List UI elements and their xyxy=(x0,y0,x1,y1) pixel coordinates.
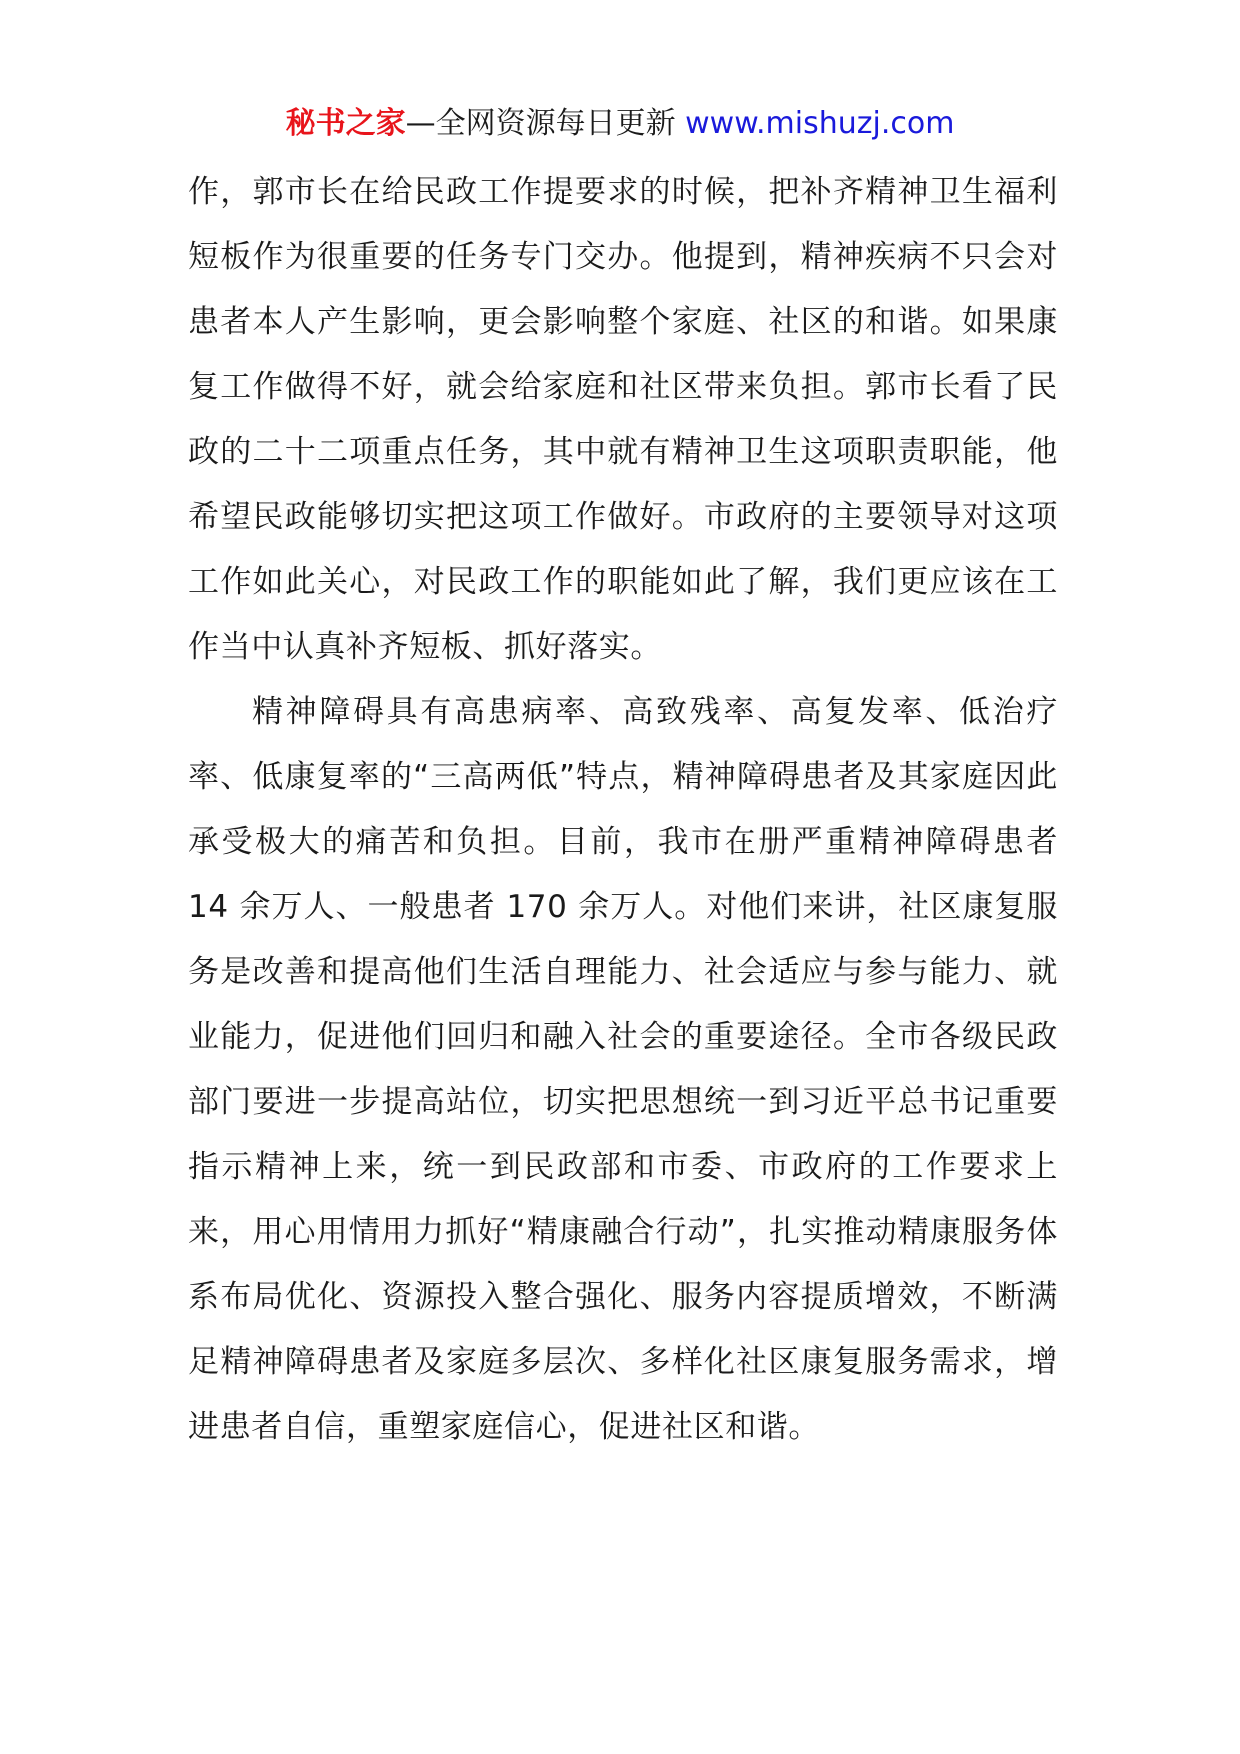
paragraph-continued: 作，郭市长在给民政工作提要求的时候，把补齐精神卫生福利短板作为很重要的任务专门交办。他提到，精神疾病不只会对患者本人产生影响，更会影响整个家庭、社区的和谐。如果康复工作做得不好，就会给家庭和社区带来负担。郭市长看了民政的二十二项重点任务，其中就有精神卫生这项职责职能，他希望民政能够切实把这项工作做好。市政府的主要领导对这项工作如此关心，对民政工作的职能如此了解，我们更应该在工作当中认真补齐短板、抓好落实。 xyxy=(188,174,1058,665)
document-body xyxy=(188,160,1058,1460)
paragraph: 精神障碍具有高患病率、高致残率、高复发率、低治疗率、低康复率的“三高两低”特点，精神障碍患者及其家庭因此承受极大的痛苦和负担。目前，我市在册严重精神障碍患者 14 余万人、一般患者 170 余万人。对他们来讲，社区康复服务是改善和提高他们生活自理能力、社会适应与参与能力、就业能力，促进他们回归和融入社会的重要途径。全市各级民政部门要进一步提高站位，切实把思想统一到习近平总书记重要指示精神上来，统一到民政部和市委、市政府的工作要求上来，用心用情用力抓好“精康融合行动”，扎实推动精康服务体系布局优化、资源投入整合强化、服务内容提质增效，不断满足精神障碍患者及家庭多层次、多样化社区康复服务需求，增进患者自信，重塑家庭信心，促进社区和谐。 xyxy=(188,694,1058,1445)
site-url[interactable]: www.mishuzj.com xyxy=(685,106,955,141)
brand-name: 秘书之家 xyxy=(285,106,406,141)
header-tagline: —全网资源每日更新 xyxy=(405,106,676,141)
page-header xyxy=(0,100,1240,148)
